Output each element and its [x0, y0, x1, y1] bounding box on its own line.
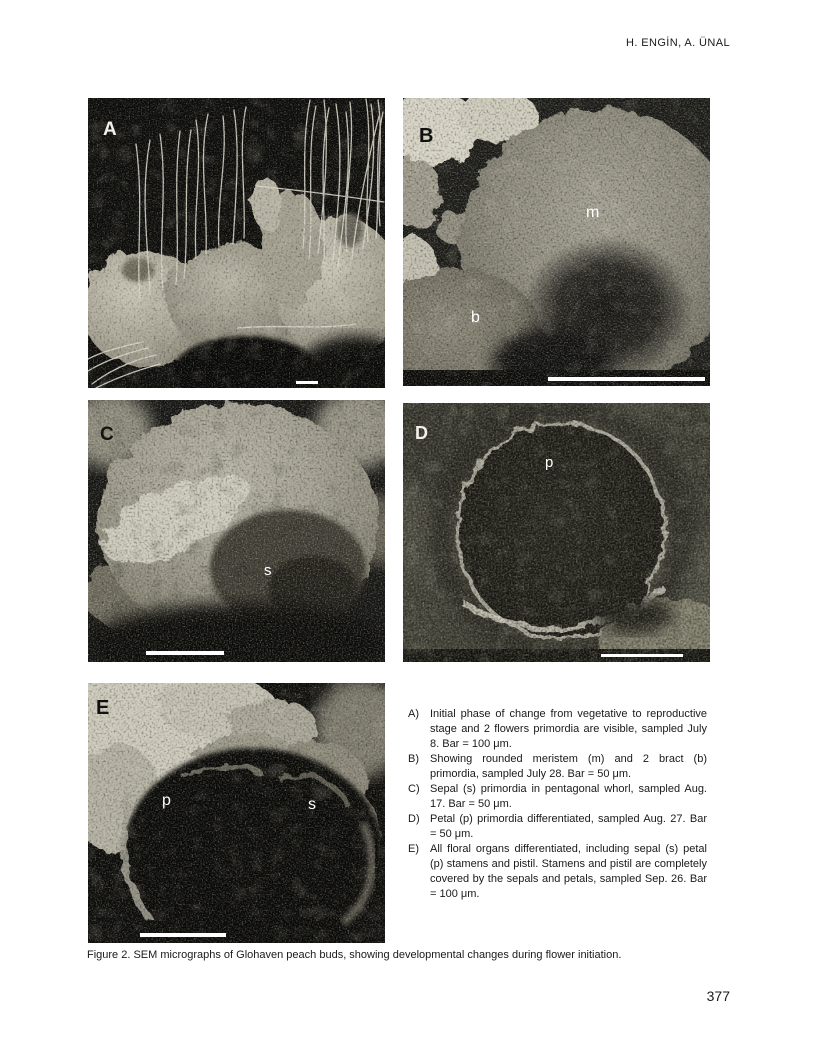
micrograph-panel-E	[88, 683, 385, 943]
running-head-authors: H. ENGİN, A. ÜNAL	[626, 37, 730, 49]
scale-bar-B	[548, 377, 705, 381]
legend-item-marker: D)	[408, 813, 420, 825]
legend-item-marker: A)	[408, 708, 419, 720]
panel-letter-E: E	[96, 697, 110, 719]
scale-bar-A	[296, 381, 318, 384]
legend-item-marker: E)	[408, 843, 419, 855]
panel-letter-A: A	[103, 119, 117, 140]
legend-item-D	[408, 812, 707, 842]
legend-item-text: Showing rounded meristem (m) and 2 bract (b) primordia, sampled July 28. Bar = 50 μm.	[430, 753, 707, 780]
legend-item-E	[408, 842, 707, 902]
annotation-sepal-s: s	[264, 562, 272, 579]
sem-image-A	[88, 98, 385, 388]
page-number: 377	[706, 988, 730, 1004]
micrograph-panel-B	[403, 98, 710, 386]
micrograph-panel-D	[403, 403, 710, 662]
micrograph-panel-C	[88, 400, 385, 662]
sem-image-C	[88, 400, 385, 662]
panel-letter-D: D	[415, 423, 428, 443]
legend-item-marker: B)	[408, 753, 419, 765]
sem-image-D	[403, 403, 710, 662]
annotation-bract-b: b	[471, 309, 480, 326]
sem-image-E	[88, 683, 385, 943]
annotation-sepal-s: s	[308, 796, 316, 813]
legend-item-text: Initial phase of change from vegetative to reproductive stage and 2 flowers primordia are visible, sampled July 8. Bar = 100 μm.	[430, 708, 707, 750]
legend-item-text: Petal (p) primordia differentiated, sampled Aug. 27. Bar = 50 μm.	[430, 813, 707, 840]
legend-item-marker: C)	[408, 783, 420, 795]
legend-item-B	[408, 752, 707, 782]
scale-bar-D	[601, 654, 683, 657]
annotation-petal-p: p	[162, 792, 171, 809]
figure-legend	[408, 707, 707, 902]
legend-item-A	[408, 707, 707, 752]
scale-bar-E	[140, 933, 226, 937]
annotation-meristem-m: m	[586, 204, 600, 221]
scale-bar-C	[146, 651, 224, 655]
legend-item-C	[408, 782, 707, 812]
legend-item-text: Sepal (s) primordia in pentagonal whorl, sampled Aug. 17. Bar = 50 μm.	[430, 783, 707, 810]
annotation-petal-p: p	[545, 454, 554, 471]
panel-letter-C: C	[100, 424, 114, 445]
figure-caption: Figure 2. SEM micrographs of Glohaven peach buds, showing developmental changes during flower initiation.	[87, 949, 622, 961]
micrograph-panel-A	[88, 98, 385, 388]
legend-item-text: All floral organs differentiated, including sepal (s) petal (p) stamens and pistil. Stamens and pistil are completely covered by the sepals and petals, sampled Sep. 26. Bar = 100 μm.	[430, 843, 707, 900]
panel-letter-B: B	[419, 125, 434, 147]
sem-image-B	[403, 98, 710, 386]
